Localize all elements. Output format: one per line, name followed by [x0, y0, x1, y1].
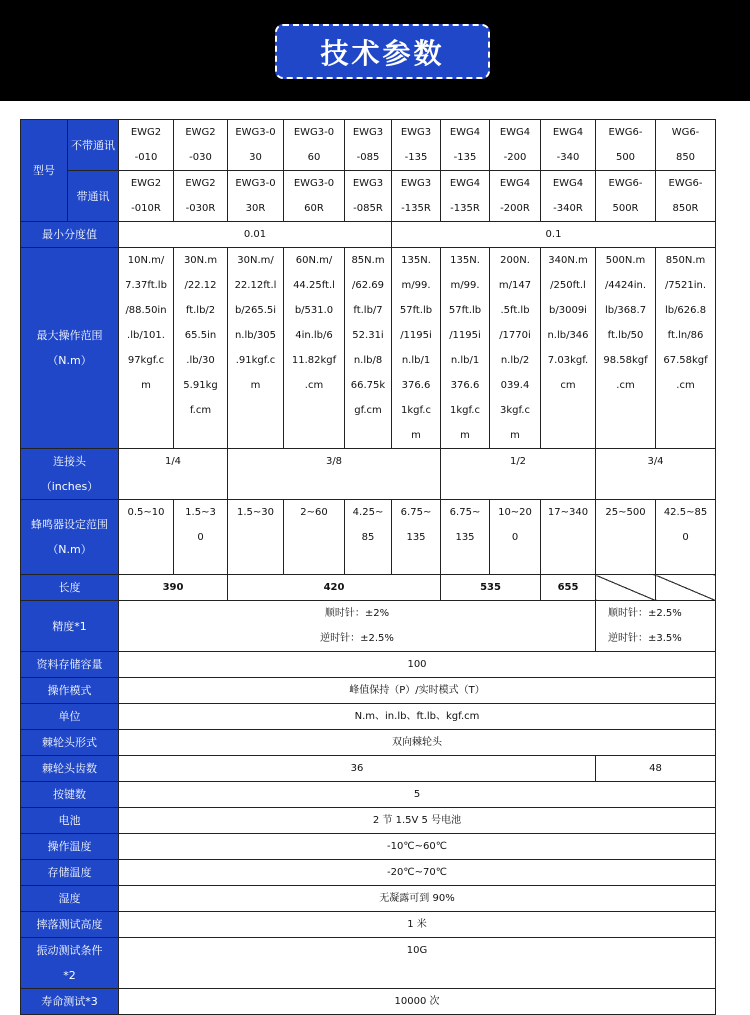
connector-cell: 3/4	[596, 449, 716, 500]
buzzer-row	[21, 500, 716, 575]
model-cell: WG6- 850	[656, 120, 716, 171]
length-label: 长度	[21, 575, 119, 601]
ratchet-teeth-cell: 48	[596, 756, 716, 782]
vibration-cell: 10G	[119, 938, 716, 989]
model-cell: EWG3 -085R	[345, 171, 392, 222]
model-cell: EWG4 -135R	[441, 171, 490, 222]
accuracy-large-cell: 顺时针：±2.5% 逆时针：±3.5%	[596, 601, 716, 652]
model-cell: EWG4 -200R	[490, 171, 541, 222]
length-empty-cell	[656, 575, 716, 601]
page-header	[0, 0, 750, 101]
store-temp-label: 存储温度	[21, 860, 119, 886]
model-cell: EWG6- 500R	[596, 171, 656, 222]
battery-row	[21, 808, 716, 834]
memory-cell: 100	[119, 652, 716, 678]
range-cell: 60N.m/ 44.25ft.l b/531.0 4in.lb/6 11.82kgf .cm	[284, 248, 345, 449]
buzzer-cell: 1.5~3 0	[174, 500, 228, 575]
model-cell: EWG2 -030	[174, 120, 228, 171]
model-cell: EWG4 -135	[441, 120, 490, 171]
ratchet-teeth-label: 棘轮头齿数	[21, 756, 119, 782]
model-cell: EWG3 -135R	[392, 171, 441, 222]
memory-label: 资料存储容量	[21, 652, 119, 678]
range-row	[21, 248, 716, 449]
mode-cell: 峰值保持（P）/实时模式（T）	[119, 678, 716, 704]
range-cell: 85N.m /62.69 ft.lb/7 52.31i n.lb/8 66.75k gf.cm	[345, 248, 392, 449]
model-cell: EWG6- 850R	[656, 171, 716, 222]
range-cell: 340N.m /250ft.l b/3009i n.lb/346 7.03kgf. cm	[541, 248, 596, 449]
model-label: 型号	[21, 120, 68, 222]
model-cell: EWG3-0 60	[284, 120, 345, 171]
accuracy-main-cell: 顺时针：±2% 逆时针：±2.5%	[119, 601, 596, 652]
ratchet-type-row	[21, 730, 716, 756]
model-cell: EWG6- 500	[596, 120, 656, 171]
model-row	[21, 120, 716, 171]
ratchet-type-label: 棘轮头形式	[21, 730, 119, 756]
length-cell: 420	[228, 575, 441, 601]
life-row	[21, 989, 716, 1015]
model-cell: EWG3-0 30	[228, 120, 284, 171]
buzzer-cell: 6.75~ 135	[441, 500, 490, 575]
range-cell: 30N.m/ 22.12ft.l b/265.5i n.lb/305 .91kgf.c m	[228, 248, 284, 449]
buzzer-cell: 25~500	[596, 500, 656, 575]
accuracy-row	[21, 601, 716, 652]
humidity-row	[21, 886, 716, 912]
connector-cell: 1/4	[119, 449, 228, 500]
range-cell: 135N. m/99. 57ft.lb /1195i n.lb/1 376.6 1kgf.c m	[392, 248, 441, 449]
unit-row	[21, 704, 716, 730]
length-cell: 535	[441, 575, 541, 601]
model-cell: EWG3-0 30R	[228, 171, 284, 222]
connector-label: 连接头 （inches）	[21, 449, 119, 500]
range-cell: 10N.m/ 7.37ft.lb /88.50in .lb/101. 97kgf.c m	[119, 248, 174, 449]
buzzer-cell: 4.25~ 85	[345, 500, 392, 575]
humidity-cell: 无凝露可到 90%	[119, 886, 716, 912]
life-cell: 10000 次	[119, 989, 716, 1015]
range-cell: 30N.m /22.12 ft.lb/2 65.5in .lb/30 5.91kg f.cm	[174, 248, 228, 449]
battery-label: 电池	[21, 808, 119, 834]
store-temp-row	[21, 860, 716, 886]
spec-table	[20, 119, 716, 1015]
buzzer-cell: 42.5~85 0	[656, 500, 716, 575]
ratchet-teeth-cell: 36	[119, 756, 596, 782]
op-temp-label: 操作温度	[21, 834, 119, 860]
connector-cell: 1/2	[441, 449, 596, 500]
model-comm-row	[21, 171, 716, 222]
range-cell: 500N.m /4424in. lb/368.7 ft.lb/50 98.58kgf .cm	[596, 248, 656, 449]
ratchet-type-cell: 双向棘轮头	[119, 730, 716, 756]
length-empty-cell	[596, 575, 656, 601]
model-cell: EWG2 -010R	[119, 171, 174, 222]
buzzer-label: 蜂鸣器设定范围（N.m）	[21, 500, 119, 575]
range-cell: 135N. m/99. 57ft.lb /1195i n.lb/1 376.6 1kgf.c m	[441, 248, 490, 449]
keys-label: 按键数	[21, 782, 119, 808]
op-temp-cell: -10℃~60℃	[119, 834, 716, 860]
buzzer-cell: 2~60	[284, 500, 345, 575]
model-cell: EWG2 -030R	[174, 171, 228, 222]
vibration-row	[21, 938, 716, 989]
range-label: 最大操作范围 （N.m）	[21, 248, 119, 449]
unit-label: 单位	[21, 704, 119, 730]
min-div-cell: 0.1	[392, 222, 716, 248]
with-comm-label: 带通讯	[68, 171, 119, 222]
range-cell: 850N.m /7521in. lb/626.8 ft.ln/86 67.58kgf .cm	[656, 248, 716, 449]
connector-cell: 3/8	[228, 449, 441, 500]
buzzer-cell: 1.5~30	[228, 500, 284, 575]
vibration-label: 振动测试条件 *2	[21, 938, 119, 989]
min-div-cell: 0.01	[119, 222, 392, 248]
life-label: 寿命测试*3	[21, 989, 119, 1015]
page-title: 技术参数	[275, 24, 490, 79]
buzzer-cell: 0.5~10	[119, 500, 174, 575]
drop-row	[21, 912, 716, 938]
buzzer-cell: 17~340	[541, 500, 596, 575]
model-cell: EWG3 -085	[345, 120, 392, 171]
length-cell: 655	[541, 575, 596, 601]
buzzer-cell: 10~20 0	[490, 500, 541, 575]
drop-cell: 1 米	[119, 912, 716, 938]
no-comm-label: 不带通讯	[68, 120, 119, 171]
model-cell: EWG3-0 60R	[284, 171, 345, 222]
battery-cell: 2 节 1.5V 5 号电池	[119, 808, 716, 834]
model-cell: EWG3 -135	[392, 120, 441, 171]
min-div-row	[21, 222, 716, 248]
min-div-label: 最小分度值	[21, 222, 119, 248]
model-cell: EWG4 -340	[541, 120, 596, 171]
keys-cell: 5	[119, 782, 716, 808]
model-cell: EWG4 -200	[490, 120, 541, 171]
connector-row	[21, 449, 716, 500]
humidity-label: 湿度	[21, 886, 119, 912]
length-row	[21, 575, 716, 601]
accuracy-label: 精度*1	[21, 601, 119, 652]
unit-cell: N.m、in.lb、ft.lb、kgf.cm	[119, 704, 716, 730]
model-cell: EWG2 -010	[119, 120, 174, 171]
mode-label: 操作模式	[21, 678, 119, 704]
op-temp-row	[21, 834, 716, 860]
mode-row	[21, 678, 716, 704]
store-temp-cell: -20℃~70℃	[119, 860, 716, 886]
buzzer-cell: 6.75~ 135	[392, 500, 441, 575]
drop-label: 摔落测试高度	[21, 912, 119, 938]
memory-row	[21, 652, 716, 678]
range-cell: 200N. m/147 .5ft.lb /1770i n.lb/2 039.4 3kgf.c m	[490, 248, 541, 449]
keys-row	[21, 782, 716, 808]
length-cell: 390	[119, 575, 228, 601]
model-cell: EWG4 -340R	[541, 171, 596, 222]
ratchet-teeth-row	[21, 756, 716, 782]
